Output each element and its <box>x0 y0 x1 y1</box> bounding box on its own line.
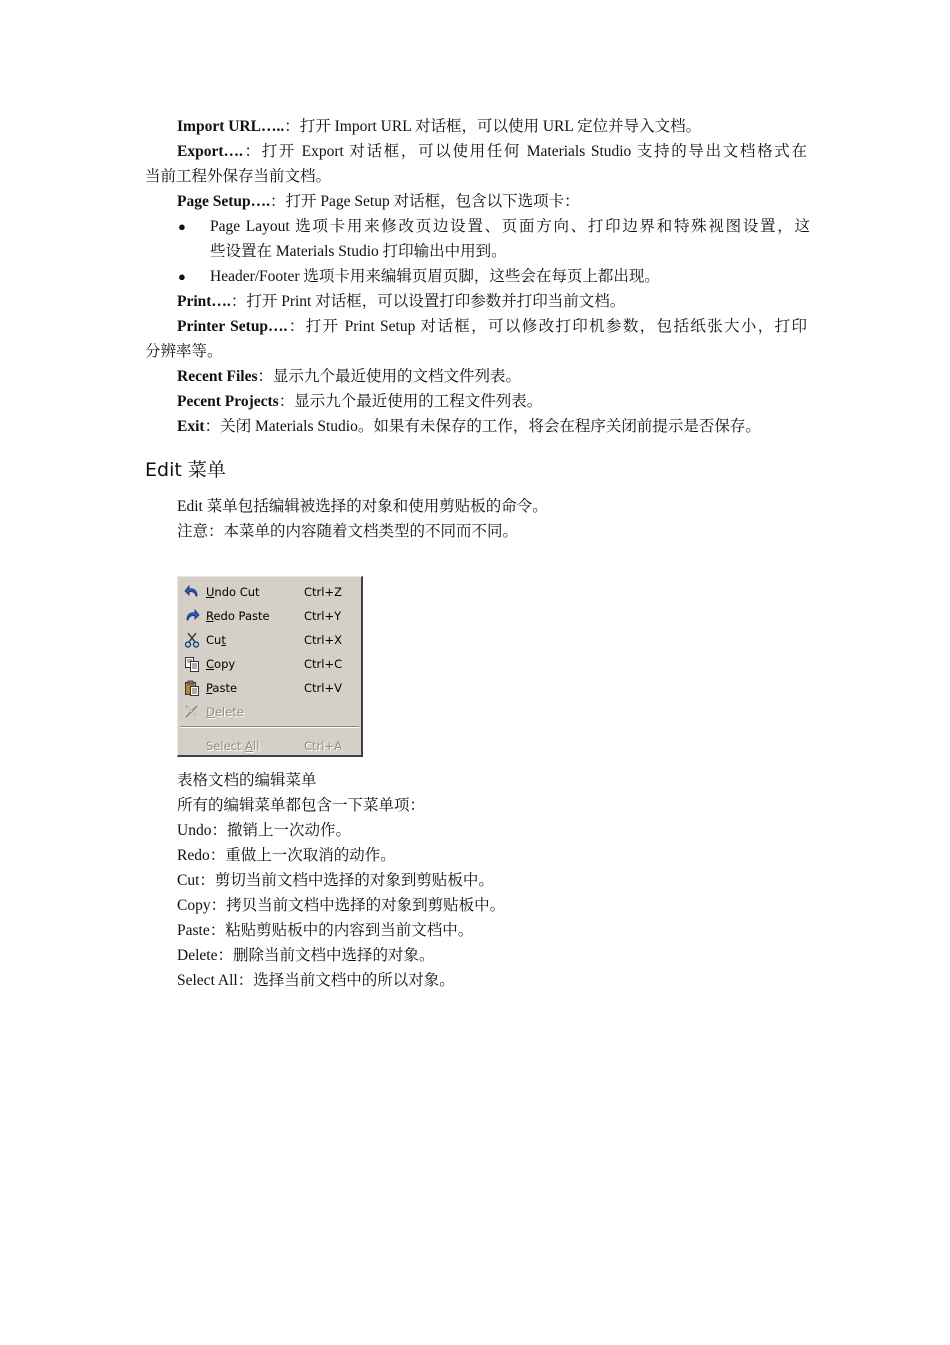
entry-sep: ： <box>210 897 227 914</box>
menu-summary: 所有的编辑菜单都包含一下菜单项： <box>177 797 426 814</box>
paste-icon <box>184 680 200 696</box>
menu-item-cut[interactable] <box>178 628 362 652</box>
import-url-entry <box>177 114 842 139</box>
menu-item-label: Select All <box>206 739 260 753</box>
menu-item-paste[interactable] <box>178 676 362 700</box>
entry-term: Cut <box>177 872 200 889</box>
recent-files-entry <box>177 364 842 389</box>
menu-item-label: Undo Cut <box>206 585 260 599</box>
undo-desc <box>177 818 842 843</box>
entry-desc: 撤销上一次动作。 <box>226 822 351 839</box>
paste-desc <box>177 918 842 943</box>
entry-term: Page Setup…. <box>177 193 270 210</box>
redo-icon <box>184 608 200 624</box>
menu-item-shortcut: Ctrl+Y <box>304 609 342 623</box>
entry-desc: 粘贴剪贴板中的内容到当前文档中。 <box>225 922 474 939</box>
entry-term: Printer Setup…. <box>177 318 288 335</box>
delete-icon <box>184 704 200 720</box>
bullet-header-footer: Header/Footer 选项卡用来编辑页眉页脚，这些会在每页上都出现。 <box>210 268 660 285</box>
entry-term: Import URL….. <box>177 118 285 135</box>
menu-item-select-all[interactable] <box>178 734 362 758</box>
menu-item-shortcut: Ctrl+V <box>304 681 342 695</box>
bullet-dot: ● <box>178 219 186 234</box>
entry-desc: 显示九个最近使用的文档文件列表。 <box>273 368 522 385</box>
entry-desc: 剪切当前文档中选择的对象到剪贴板中。 <box>214 872 494 889</box>
undo-icon <box>184 584 200 600</box>
entry-sep: ： <box>270 193 286 210</box>
menu-item-shortcut: Ctrl+X <box>304 633 342 647</box>
entry-sep: ： <box>209 847 226 864</box>
menu-item-redo-paste[interactable] <box>178 604 362 628</box>
entry-term: Print…. <box>177 293 231 310</box>
edit-note: 注意：本菜单的内容随着文档类型的不同而不同。 <box>177 523 519 540</box>
entry-desc: 打开 Page Setup 对话框，包含以下选项卡： <box>285 193 580 210</box>
entry-desc: 重做上一次取消的动作。 <box>225 847 396 864</box>
bullet-dot: ● <box>178 269 186 284</box>
edit-menu-screenshot <box>177 576 363 757</box>
entry-term: Copy <box>177 897 211 914</box>
page-setup-entry <box>177 189 842 214</box>
entry-term: Select All <box>177 972 238 989</box>
entry-term: Pecent Projects <box>177 393 279 410</box>
edit-intro: Edit 菜单包括编辑被选择的对象和使用剪贴板的命令。 <box>177 498 548 515</box>
entry-term: Exit <box>177 418 205 435</box>
printer-setup-entry-cont: 分辨率等。 <box>145 343 223 360</box>
entry-sep: ： <box>204 418 221 435</box>
entry-term: Undo <box>177 822 212 839</box>
entry-sep: ： <box>217 947 233 964</box>
entry-desc: 拷贝当前文档中选择的对象到剪贴板中。 <box>226 897 506 914</box>
entry-desc: 删除当前文档中选择的对象。 <box>232 947 435 964</box>
entry-sep: ： <box>242 143 262 160</box>
entry-term: Delete <box>177 947 218 964</box>
menu-item-label: Cut <box>206 633 226 647</box>
bullet-page-layout-line2: 些设置在 Materials Studio 打印输出中用到。 <box>210 243 507 260</box>
entry-sep: ： <box>287 318 306 335</box>
entry-term: Export…. <box>177 143 243 160</box>
entry-desc: 选择当前文档中的所以对象。 <box>253 972 455 989</box>
entry-sep: ： <box>278 393 295 410</box>
edit-menu-heading: Edit 菜单 <box>145 459 226 481</box>
print-entry <box>177 289 842 314</box>
menu-item-undo-cut[interactable] <box>178 580 362 604</box>
export-entry <box>177 139 807 164</box>
entry-desc: 打开 Import URL 对话框，可以使用 URL 定位并导入文档。 <box>299 118 702 135</box>
entry-desc: 打开 Export 对话框，可以使用任何 Materials Studio 支持的导出文档格式在 <box>261 143 807 160</box>
copy-icon <box>184 656 200 672</box>
menu-item-label: Paste <box>206 681 238 695</box>
entry-sep: ： <box>257 368 273 385</box>
menu-item-shortcut: Ctrl+A <box>304 739 342 753</box>
cut-desc <box>177 868 842 893</box>
entry-sep: ： <box>209 922 226 939</box>
entry-line <box>177 314 807 339</box>
menu-item-label: Delete <box>206 705 244 719</box>
entry-sep: ： <box>230 293 247 310</box>
menu-item-delete[interactable] <box>178 700 362 724</box>
entry-desc: 打开 Print Setup 对话框，可以修改打印机参数，包括纸张大小，打印 <box>305 318 807 335</box>
recent-projects-entry <box>177 389 842 414</box>
printer-setup-entry <box>177 314 807 339</box>
entry-term: Redo <box>177 847 210 864</box>
entry-desc: 关闭 Materials Studio。如果有未保存的工作，将会在程序关闭前提示是否保存。 <box>220 418 761 435</box>
exit-entry <box>177 414 842 439</box>
entry-desc: 显示九个最近使用的工程文件列表。 <box>294 393 543 410</box>
scissors-icon <box>184 632 200 648</box>
entry-desc: 打开 Print 对话框，可以设置打印参数并打印当前文档。 <box>246 293 626 310</box>
entry-term: Recent Files <box>177 368 258 385</box>
menu-item-label: Redo Paste <box>206 609 270 623</box>
export-entry-cont: 当前工程外保存当前文档。 <box>145 168 332 185</box>
entry-sep: ： <box>237 972 254 989</box>
bullet-text: Page Layout 选项卡用来修改页边设置、页面方向、打印边界和特殊视图设置，这 <box>210 218 810 235</box>
bullet-page-layout-line1 <box>210 214 810 239</box>
menu-caption: 表格文档的编辑菜单 <box>177 772 317 789</box>
entry-sep: ： <box>284 118 300 135</box>
delete-desc <box>177 943 842 968</box>
entry-sep: ： <box>211 822 227 839</box>
redo-desc <box>177 843 842 868</box>
copy-desc <box>177 893 842 918</box>
entry-sep: ： <box>199 872 215 889</box>
entry-term: Paste <box>177 922 210 939</box>
select-all-desc <box>177 968 842 993</box>
menu-item-copy[interactable] <box>178 652 362 676</box>
menu-item-shortcut: Ctrl+C <box>304 657 343 671</box>
entry-line <box>177 139 807 164</box>
menu-item-shortcut: Ctrl+Z <box>304 585 342 599</box>
menu-item-label: Copy <box>206 657 236 671</box>
menu-separator <box>181 726 359 728</box>
